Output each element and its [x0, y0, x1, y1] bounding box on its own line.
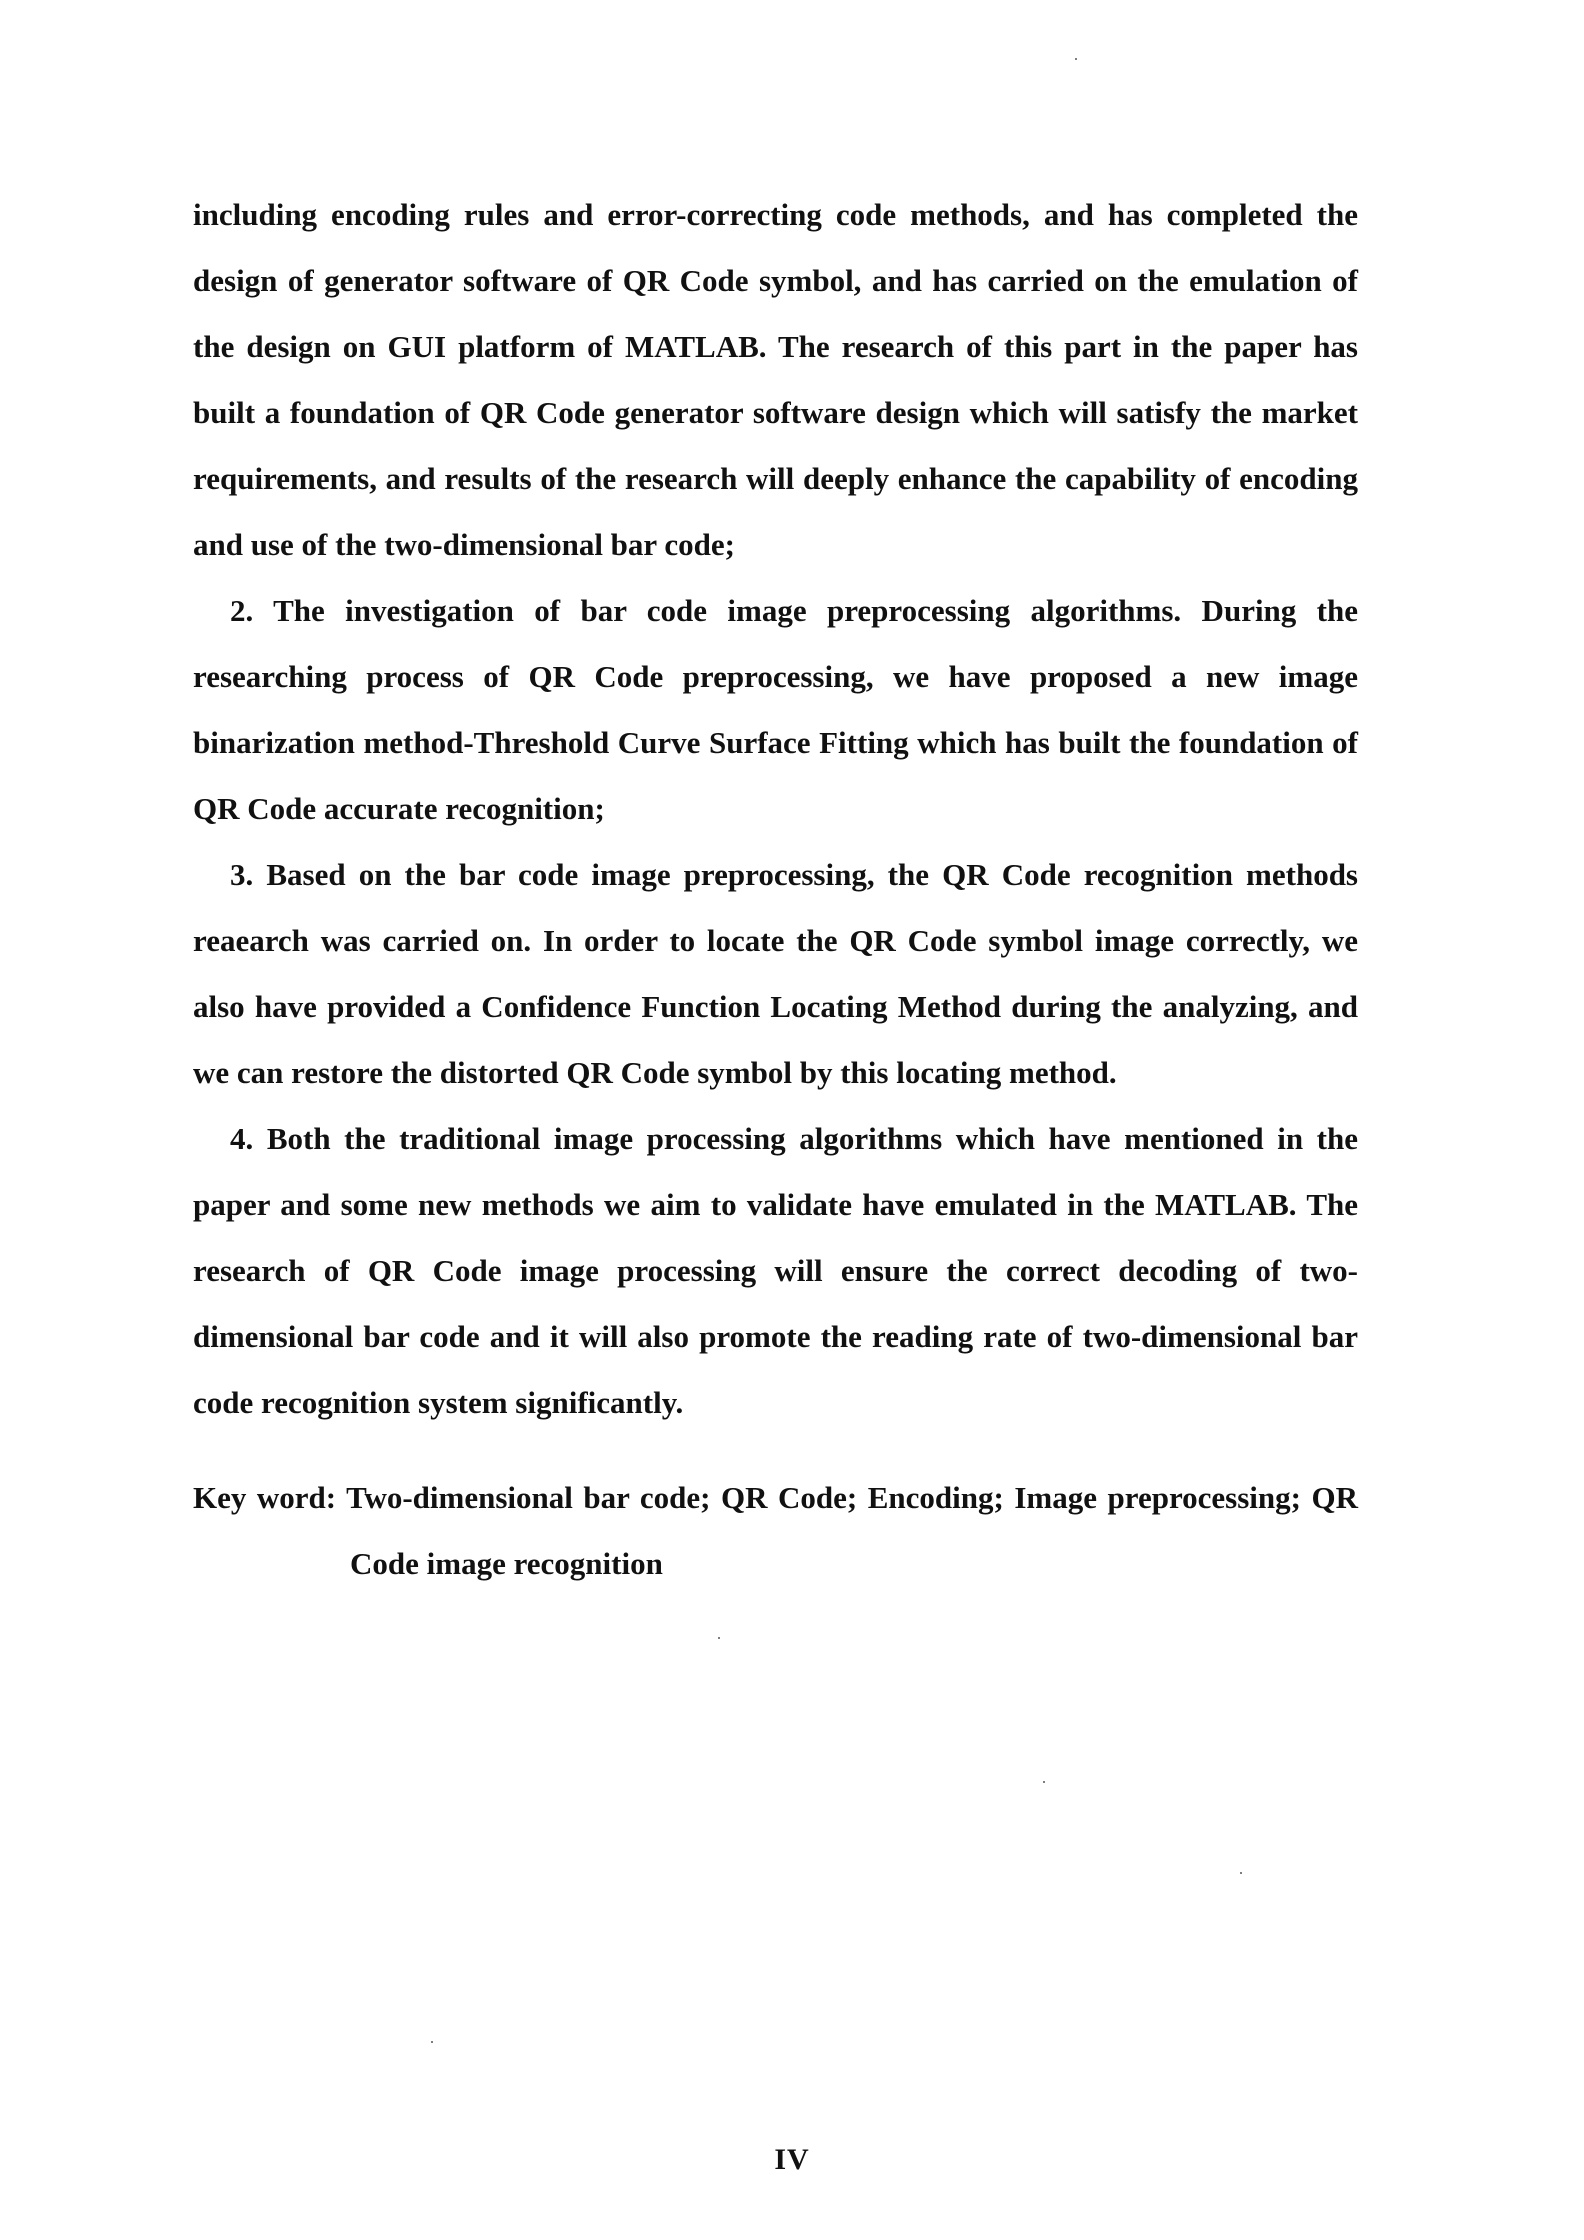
scan-speck: [1075, 58, 1077, 60]
keywords-label: Key word:: [193, 1480, 337, 1515]
scan-speck: [718, 1637, 720, 1639]
keywords-block: [193, 1465, 1358, 1597]
paragraph-item-4: 4. Both the traditional image processing algorithms which have mentioned in the paper and some new methods we aim to validate have emulated in the MATLAB. The research of QR Code image processing will ensure the correct decoding of two-dimensional bar code and it will also promote the reading rate of two-dimensional bar code recognition system significantly.: [193, 1121, 1358, 1420]
paragraph-continuation: including encoding rules and error-correcting code methods, and has completed the design of generator software of QR Code symbol, and has carried on the emulation of the design on GUI platform of MATLAB. The research of this part in the paper has built a foundation of QR Code generator software design which will satisfy the market requirements, and results of the research will deeply enhance the capability of encoding and use of the two-dimensional bar code;: [193, 197, 1358, 562]
page-number: IV: [774, 2143, 810, 2176]
paragraph-item-3: 3. Based on the bar code image preprocessing, the QR Code recognition methods reaearch was carried on. In order to locate the QR Code symbol image correctly, we also have provided a Confidence Function Locating Method during the analyzing, and we can restore the distorted QR Code symbol by this locating method.: [193, 857, 1358, 1090]
abstract-body: [193, 182, 1358, 1436]
scan-speck: [431, 2041, 433, 2043]
keywords-text: Two-dimensional bar code; QR Code; Encoding; Image preprocessing; QR Code image recognition: [346, 1480, 1358, 1581]
scan-speck: [1043, 1781, 1045, 1783]
paragraph-item-2: 2. The investigation of bar code image preprocessing algorithms. During the researching process of QR Code preprocessing, we have proposed a new image binarization method-Threshold Curve Surface Fitting which has built the foundation of QR Code accurate recognition;: [193, 593, 1358, 826]
scan-speck: [1240, 1872, 1242, 1874]
